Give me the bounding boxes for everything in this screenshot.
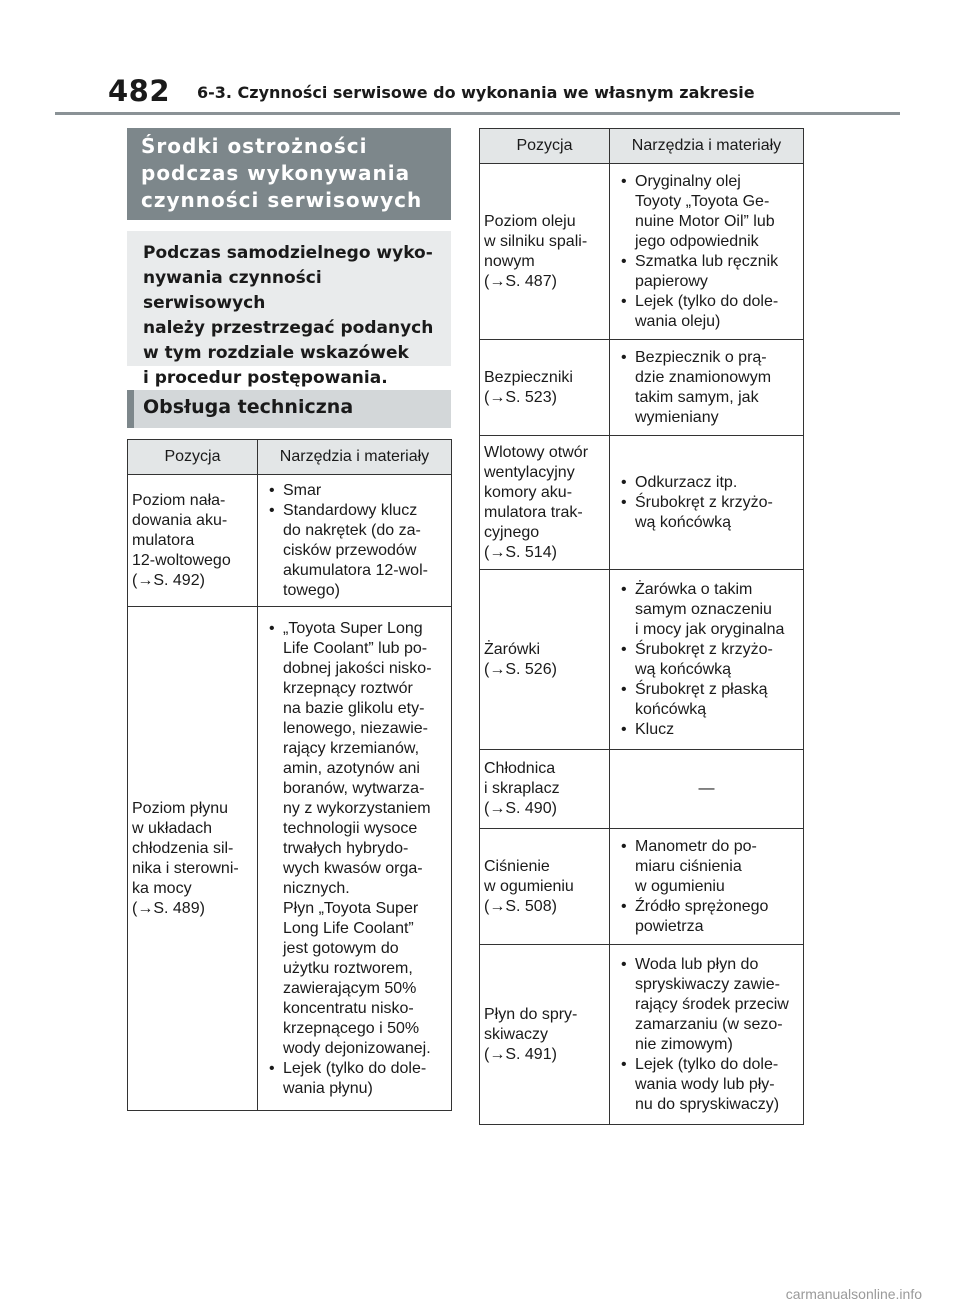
position-cell: Poziom oleju w silniku spali- nowym (→S. 487) (480, 164, 610, 340)
table-row (480, 750, 804, 829)
list-item: • Klucz (614, 720, 799, 740)
chapter-title: 6-3. Czynności serwisowe do wykonania we własnym zakresie (197, 83, 755, 102)
list-item: • Żarówka o takim samym oznaczeniu i mocy jak oryginalna (614, 580, 799, 640)
tools-list (262, 481, 447, 601)
table-row (128, 607, 452, 1111)
tools-list (614, 837, 799, 937)
table-header-row (128, 440, 452, 475)
tools-cell (610, 436, 804, 570)
list-item: • Manometr do po- miaru ciśnienia w ogumieniu (614, 837, 799, 897)
tools-cell-empty: — (610, 750, 804, 829)
tools-list (614, 473, 799, 533)
list-item: • „Toyota Super Long Life Coolant” lub po- dobnej jakości nisko- krzepnący roztwór na bazie glikolu ety- lenowego, niezawie- rający krzemianów, amin, azotynów ani boranów, wytwarza- ny z wykorzystaniem technologii wysoce trwałych hybrydo- wych kwasów orga- nicznych. Płyn „Toyota Super Long Life Coolant” jest gotowym do użytku roztworem, zawierającym 50% koncentratu nisko- krzepnącego i 50% wody dejonizowanej. (262, 619, 447, 1059)
table-row (480, 436, 804, 570)
list-item: • Smar (262, 481, 447, 501)
position-cell: Poziom płynu w układach chłodzenia sil- nika i sterowni- ka mocy (→S. 489) (128, 607, 258, 1111)
position-cell: Ciśnienie w ogumieniu (→S. 508) (480, 829, 610, 945)
page-number: 482 (108, 74, 171, 108)
list-item: • Woda lub płyn do spryskiwaczy zawie- rający środek przeciw zamarzaniu (w sezo- nie zimowym) (614, 955, 799, 1055)
tools-list (262, 619, 447, 1099)
list-item: • Oryginalny olej Toyoty „Toyota Ge- nuine Motor Oil” lub jego odpowiednik (614, 172, 799, 252)
list-item: • Źródło sprężonego powietrza (614, 897, 799, 937)
list-item: • Śrubokręt z płaską końcówką (614, 680, 799, 720)
column-header-position: Pozycja (128, 440, 258, 475)
position-cell: Chłodnica i skraplacz (→S. 490) (480, 750, 610, 829)
table-row (480, 340, 804, 436)
list-item: • Bezpiecznik o prą- dzie znamionowym takim samym, jak wymieniany (614, 348, 799, 428)
list-item: • Lejek (tylko do dole- wania wody lub pły- nu do spryskiwaczy) (614, 1055, 799, 1115)
tools-cell (610, 340, 804, 436)
table-header-row (480, 129, 804, 164)
section-title: Środki ostrożności podczas wykonywania czynności serwisowych (127, 128, 451, 220)
list-item: • Odkurzacz itp. (614, 473, 799, 493)
table-row (480, 945, 804, 1125)
list-item: • Standardowy klucz do nakrętek (do za- cisków przewodów akumulatora 12-wol- towego) (262, 501, 447, 601)
table-row (480, 570, 804, 750)
tools-cell (610, 829, 804, 945)
column-header-tools: Narzędzia i materiały (258, 440, 452, 475)
list-item: • Szmatka lub ręcznik papierowy (614, 252, 799, 292)
tools-list (614, 955, 799, 1115)
list-item: • Lejek (tylko do dole- wania płynu) (262, 1059, 447, 1099)
tools-cell (258, 475, 452, 607)
tools-list (614, 172, 799, 332)
list-item: • Śrubokręt z krzyżo- wą końcówką (614, 493, 799, 533)
list-item: • Lejek (tylko do dole- wania oleju) (614, 292, 799, 332)
position-cell: Płyn do spry- skiwaczy (→S. 491) (480, 945, 610, 1125)
position-cell: Bezpieczniki (→S. 523) (480, 340, 610, 436)
tools-cell (258, 607, 452, 1111)
header-divider (55, 112, 900, 115)
maintenance-table-left (127, 439, 452, 1111)
table-row (480, 829, 804, 945)
position-cell: Wlotowy otwór wentylacyjny komory aku- mulatora trak- cyjnego (→S. 514) (480, 436, 610, 570)
tools-cell (610, 945, 804, 1125)
tools-list (614, 348, 799, 428)
tools-cell (610, 164, 804, 340)
intro-text: Podczas samodzielnego wyko- nywania czynności serwisowych należy przestrzegać podanych w tym rozdziale wskazówek i procedur postępowania. (127, 231, 451, 366)
maintenance-table-right (479, 128, 804, 1125)
column-header-position: Pozycja (480, 129, 610, 164)
tools-list (614, 580, 799, 740)
position-cell: Żarówki (→S. 526) (480, 570, 610, 750)
list-item: • Śrubokręt z krzyżo- wą końcówką (614, 640, 799, 680)
column-header-tools: Narzędzia i materiały (610, 129, 804, 164)
table-row (480, 164, 804, 340)
watermark: carmanualsonline.info (785, 1286, 922, 1302)
subsection-title: Obsługa techniczna (127, 390, 451, 428)
table-row (128, 475, 452, 607)
tools-cell (610, 570, 804, 750)
position-cell: Poziom nała- dowania aku- mulatora 12-woltowego (→S. 492) (128, 475, 258, 607)
